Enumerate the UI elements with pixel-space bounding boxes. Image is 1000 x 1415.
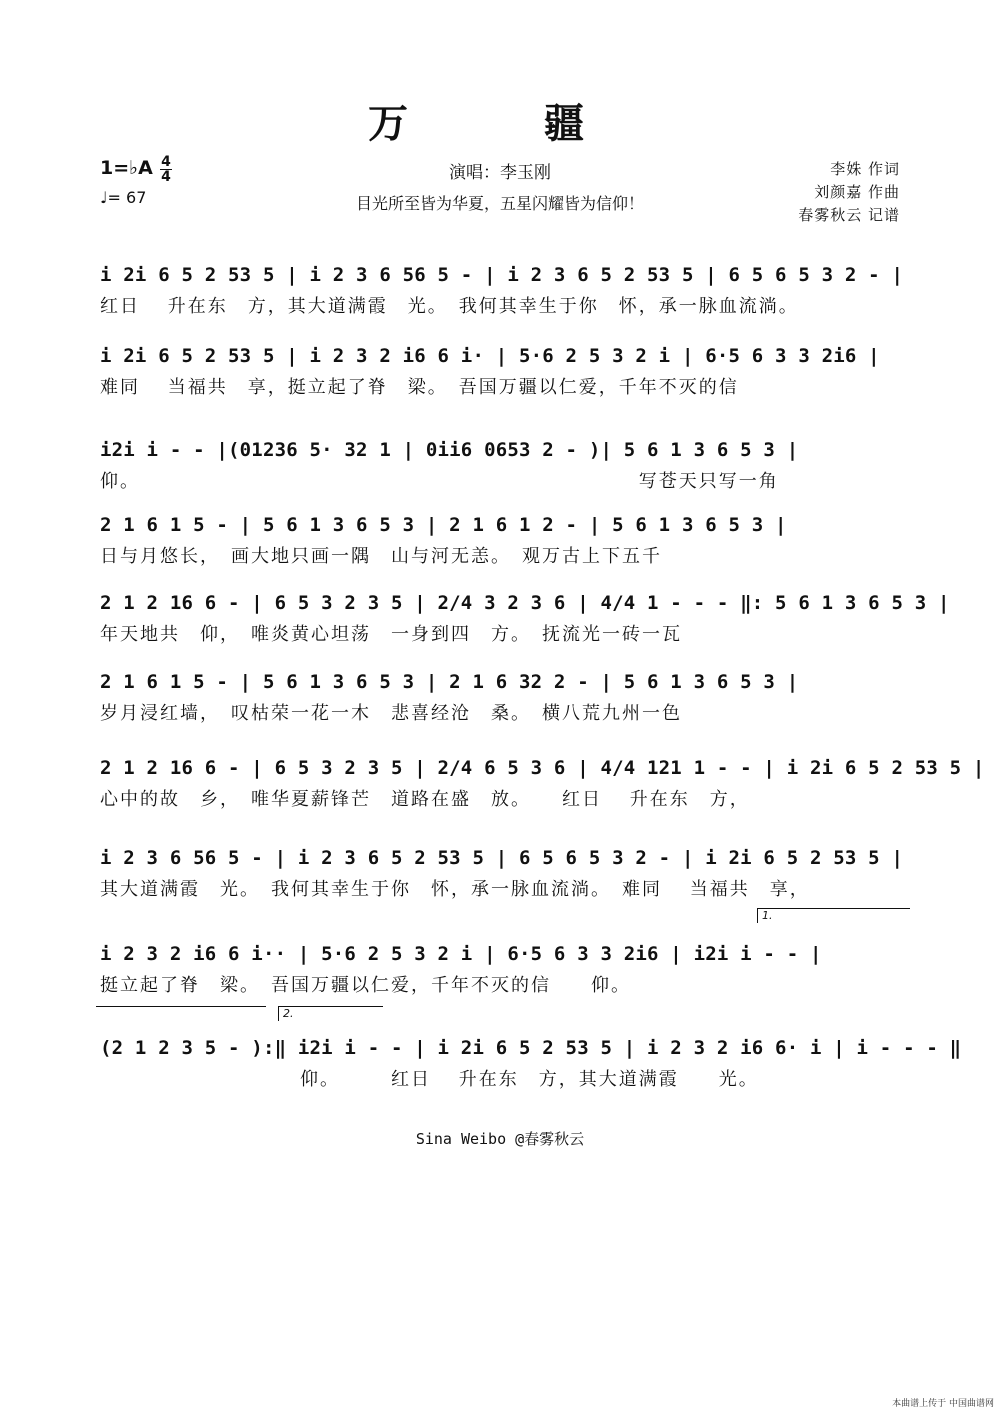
notation-line: 2 1 6 1 5 - | 5 6 1 3 6 5 3 | 2 1 6 32 2 - | 5 6 1 3 6 5 3 | bbox=[100, 671, 799, 693]
motto-line: 目光所至皆为华夏，五星闪耀皆为信仰！ bbox=[355, 194, 644, 213]
lyric-line: 年天地共 仰， 唯炎黄心坦荡 一身到四 方。 抚流光一砖一瓦 bbox=[100, 624, 682, 645]
composer-credit: 刘颜嘉 作曲 bbox=[814, 183, 900, 201]
lyric-line: 岁月浸红墙， 叹枯荣一花一木 悲喜经沧 桑。 横八荒九州一色 bbox=[100, 703, 682, 724]
lyric-line: 红日 升在东 方，其大道满霞 光。 我何其幸生于你 怀，承一脉血流淌。 bbox=[100, 296, 799, 317]
time-signature-top: 4 bbox=[161, 154, 171, 170]
first-ending-continuation bbox=[96, 1006, 266, 1007]
first-ending-bracket: 1. bbox=[757, 908, 910, 923]
notation-line: i 2i 6 5 2 53 5 | i 2 3 6 56 5 - | i 2 3 6 5 2 53 5 | 6 5 6 5 3 2 - | bbox=[100, 264, 904, 286]
singer-line: 演唱：李玉刚 bbox=[449, 163, 551, 183]
lyricist-credit: 李姝 作词 bbox=[830, 160, 900, 178]
tempo-marking: ♩= 67 bbox=[100, 188, 147, 207]
song-title: 万 疆 bbox=[368, 100, 632, 147]
notation-line: i 2i 6 5 2 53 5 | i 2 3 2 i6 6 i· | 5·6 2 5 3 2 i | 6·5 6 3 3 2i6 | bbox=[100, 345, 880, 367]
footer-credit: Sina Weibo @春雾秋云 bbox=[415, 1130, 585, 1148]
notation-line: i 2 3 6 56 5 - | i 2 3 6 5 2 53 5 | 6 5 6 5 3 2 - | i 2i 6 5 2 53 5 | bbox=[100, 847, 904, 869]
notation-line: i2i i - - |(01236 5· 32 1 | 0ii6 0653 2 - )| 5 6 1 3 6 5 3 | bbox=[100, 439, 799, 461]
notation-line: i 2 3 2 i6 6 i·· | 5·6 2 5 3 2 i | 6·5 6 3 3 2i6 | i2i i - - | bbox=[100, 943, 822, 965]
lyric-line: 其大道满霞 光。 我何其幸生于你 怀，承一脉血流淌。 难同 当福共 享， bbox=[100, 879, 810, 900]
transcriber-credit: 春雾秋云 记谱 bbox=[798, 206, 900, 224]
lyric-line: 仰。 写苍天只写一角 bbox=[100, 471, 779, 492]
time-signature-bottom: 4 bbox=[161, 169, 171, 185]
lyric-line: 仰。 红日 升在东 方，其大道满霞 光。 bbox=[100, 1069, 759, 1090]
second-ending-bracket: 2. bbox=[278, 1006, 383, 1021]
key-signature: 1=♭A bbox=[100, 157, 153, 179]
notation-line: 2 1 2 16 6 - | 6 5 3 2 3 5 | 2/4 6 5 3 6 | 4/4 121 1 - - | i 2i 6 5 2 53 5 | bbox=[100, 757, 985, 779]
notation-line: 2 1 2 16 6 - | 6 5 3 2 3 5 | 2/4 3 2 3 6 | 4/4 1 - - - ‖: 5 6 1 3 6 5 3 | bbox=[100, 592, 950, 614]
notation-line: 2 1 6 1 5 - | 5 6 1 3 6 5 3 | 2 1 6 1 2 - | 5 6 1 3 6 5 3 | bbox=[100, 514, 787, 536]
lyric-line: 心中的故 乡， 唯华夏薪锋芒 道路在盛 放。 红日 升在东 方， bbox=[100, 789, 750, 810]
notation-line: (2 1 2 3 5 - ):‖ i2i i - - | i 2i 6 5 2 53 5 | i 2 3 2 i6 6· i | i - - - ‖ bbox=[100, 1037, 962, 1059]
lyric-line: 日与月悠长， 画大地只画一隅 山与河无恙。 观万古上下五千 bbox=[100, 546, 662, 567]
lyric-line: 挺立起了脊 梁。 吾国万疆以仁爱，千年不灭的信 仰。 bbox=[100, 975, 631, 996]
site-watermark: 本曲谱上传于 中国曲谱网 bbox=[892, 1399, 994, 1409]
lyric-line: 难同 当福共 享，挺立起了脊 梁。 吾国万疆以仁爱，千年不灭的信 bbox=[100, 377, 739, 398]
